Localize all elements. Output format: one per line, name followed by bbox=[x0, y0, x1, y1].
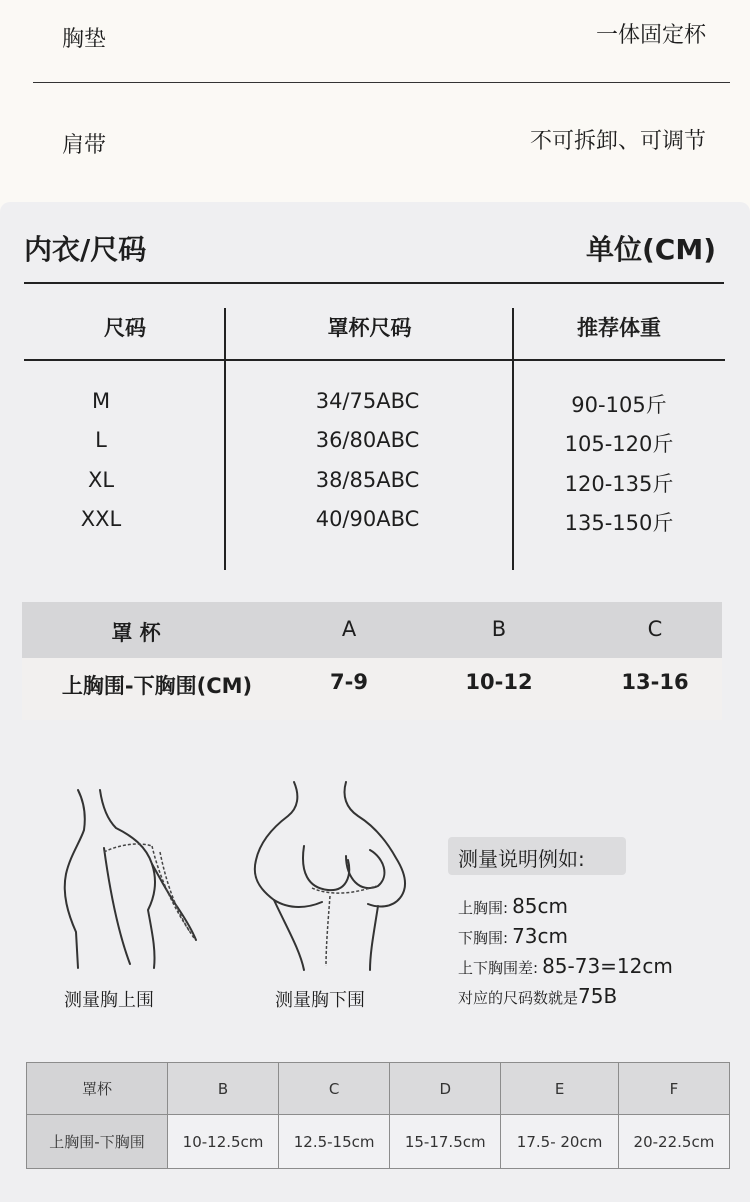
product-properties bbox=[0, 0, 750, 200]
cup-size-cell: 34/75ABC bbox=[315, 389, 420, 413]
under-bust-caption: 测量胸下围 bbox=[275, 990, 365, 1011]
grid-cell: 17.5- 20cm bbox=[501, 1115, 619, 1169]
grid-row-label: 上胸围-下胸围 bbox=[27, 1115, 168, 1169]
grid-header-cell: E bbox=[501, 1063, 619, 1115]
grid-header-cell: B bbox=[168, 1063, 279, 1115]
cup-size-cell: 38/85ABC bbox=[315, 468, 420, 492]
size-cell: XXL bbox=[80, 507, 122, 531]
range-b: 10-12 bbox=[465, 670, 533, 694]
table-row bbox=[27, 1063, 730, 1115]
range-c: 13-16 bbox=[621, 670, 689, 694]
section-title: 内衣/尺码 bbox=[24, 233, 147, 266]
range-a: 7-9 bbox=[330, 670, 368, 694]
unit-label: 单位(CM) bbox=[585, 233, 716, 266]
cup-grid-table bbox=[26, 1062, 730, 1169]
grid-cell: 15-17.5cm bbox=[390, 1115, 501, 1169]
property-value-pad: 一体固定杯 bbox=[595, 23, 706, 48]
grid-cell: 20-22.5cm bbox=[618, 1115, 729, 1169]
property-label-strap: 肩带 bbox=[62, 133, 107, 158]
cup-a: A bbox=[341, 617, 357, 641]
under-bust-illustration bbox=[250, 776, 420, 972]
cup-row-label: 上胸围-下胸围(CM) bbox=[61, 674, 253, 698]
weight-cell: 120-135斤 bbox=[564, 472, 674, 496]
example-line-value: 75B bbox=[578, 984, 618, 1008]
example-line-value: 73cm bbox=[512, 924, 568, 948]
weight-cell: 90-105斤 bbox=[571, 393, 667, 417]
example-line-value: 85cm bbox=[512, 894, 568, 918]
example-title: 测量说明例如: bbox=[458, 847, 585, 871]
grid-cell: 10-12.5cm bbox=[168, 1115, 279, 1169]
example-line-label: 下胸围: bbox=[458, 929, 509, 947]
grid-header-cell: 罩杯 bbox=[27, 1063, 168, 1115]
grid-header-cell: D bbox=[390, 1063, 501, 1115]
section-divider bbox=[24, 282, 724, 284]
header-size: 尺码 bbox=[104, 316, 146, 340]
table-header-divider bbox=[24, 359, 725, 361]
size-cell: XL bbox=[87, 468, 115, 492]
cup-c: C bbox=[647, 617, 663, 641]
weight-cell: 135-150斤 bbox=[564, 511, 674, 535]
table-row bbox=[27, 1115, 730, 1169]
upper-bust-illustration bbox=[40, 782, 220, 972]
grid-header-cell: C bbox=[279, 1063, 390, 1115]
weight-cell: 105-120斤 bbox=[564, 432, 674, 456]
grid-header-cell: F bbox=[618, 1063, 729, 1115]
property-value-strap: 不可拆卸、可调节 bbox=[529, 129, 706, 154]
cup-b: B bbox=[491, 617, 507, 641]
example-line bbox=[458, 924, 568, 948]
example-line-label: 对应的尺码数就是 bbox=[458, 989, 579, 1007]
example-line-value: 85-73=12cm bbox=[542, 954, 673, 978]
property-label-pad: 胸垫 bbox=[62, 27, 107, 52]
divider bbox=[33, 82, 730, 83]
example-line-label: 上下胸围差: bbox=[458, 959, 539, 977]
grid-cell: 12.5-15cm bbox=[279, 1115, 390, 1169]
cup-header-label: 罩 杯 bbox=[111, 621, 161, 645]
header-cup-size: 罩杯尺码 bbox=[327, 316, 412, 340]
example-line bbox=[458, 954, 673, 978]
upper-bust-caption: 测量胸上围 bbox=[64, 990, 154, 1011]
example-line bbox=[458, 984, 617, 1008]
header-weight: 推荐体重 bbox=[577, 316, 661, 340]
cup-size-cell: 36/80ABC bbox=[315, 428, 420, 452]
size-cell: M bbox=[91, 389, 111, 413]
cup-size-cell: 40/90ABC bbox=[315, 507, 420, 531]
example-line-label: 上胸围: bbox=[458, 899, 509, 917]
example-line bbox=[458, 894, 568, 918]
size-cell: L bbox=[95, 428, 107, 452]
